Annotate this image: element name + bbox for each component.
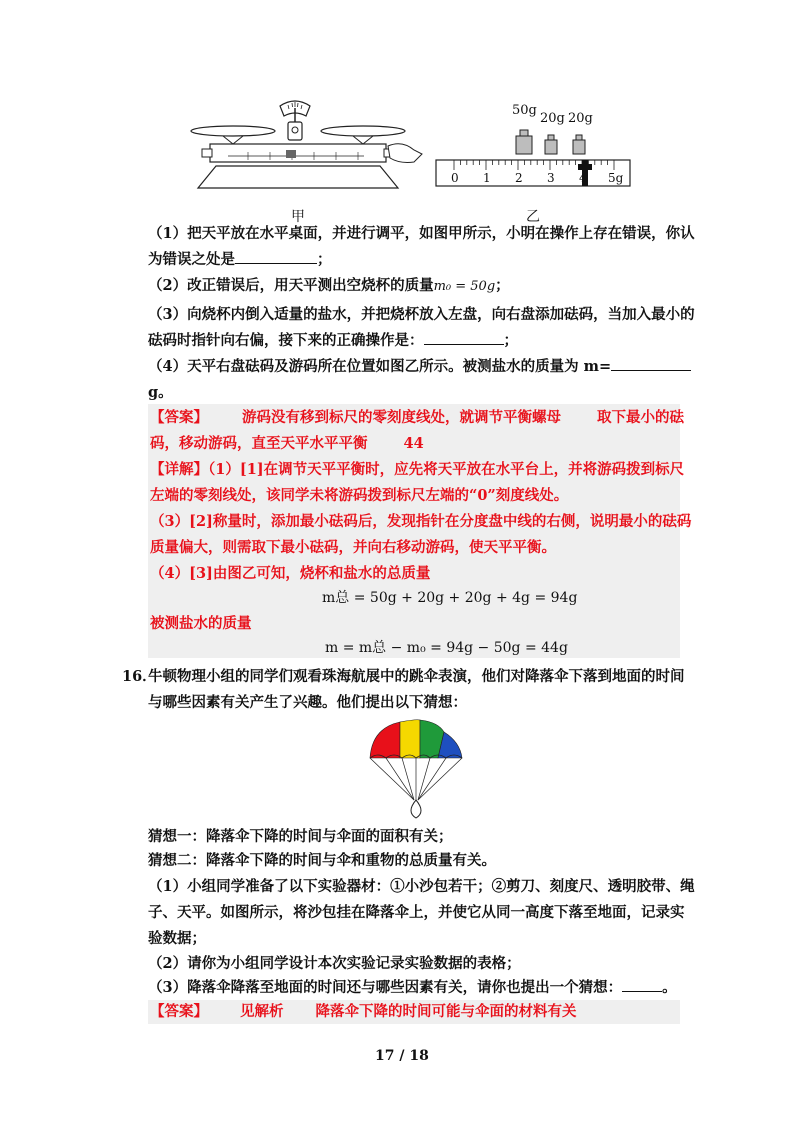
q16-number: 16． xyxy=(122,668,157,685)
q15-part2-formula: m₀ = 50g xyxy=(433,279,496,294)
answer15-a1: 游码没有移到标尺的零刻度线处，就调节平衡螺母 xyxy=(242,409,561,426)
scale-mark-4: 4 xyxy=(579,171,587,185)
formula-total-mass: m总 = 50g + 20g + 20g + 4g = 94g xyxy=(322,590,578,606)
q16-step1-line1: （1）小组同学准备了以下实验器材：①小沙包若干；②剪刀、刻度尺、透明胶带、绳 xyxy=(148,878,695,895)
q16-step2: （2）请你为小组同学设计本次实验记录实验数据的表格； xyxy=(148,955,521,972)
answer16-a2: 降落伞下降的时间可能与伞面的材料有关 xyxy=(315,1003,577,1020)
scale-mark-2: 2 xyxy=(515,171,523,185)
answer15-line1 xyxy=(150,407,684,429)
scale-mark-1: 1 xyxy=(483,171,491,185)
scale-mark-0: 0 xyxy=(451,171,459,185)
q15-part3-line2 xyxy=(148,330,518,352)
q15-part2 xyxy=(148,275,510,298)
answer15-line2 xyxy=(150,433,424,455)
answer16-a1: 见解析 xyxy=(240,1003,284,1020)
q15-part3-line1: （3）向烧杯内倒入适量的盐水，并把烧杯放入左盘，向右盘添加砝码，当加入最小的 xyxy=(148,306,695,323)
answer15-a2a: 取下最小的砝 xyxy=(597,409,684,426)
q15-part4-line2: g。 xyxy=(148,384,173,401)
answer15-a2b: 码，移动游码，直至天平水平平衡 xyxy=(150,435,368,452)
q16-step1-line3: 验数据； xyxy=(148,930,206,947)
detail15-line5: （4）[3]由图乙可知，烧杯和盐水的总质量 xyxy=(150,565,431,582)
scale-mark-3: 3 xyxy=(547,171,555,185)
q15-part2-text: （2）改正错误后，用天平测出空烧杯的质量 xyxy=(148,277,434,294)
q16-step3 xyxy=(148,977,677,999)
guess-1: 猜想一：降落伞下降的时间与伞面的面积有关； xyxy=(148,828,453,845)
answer16-tag: 【答案】 xyxy=(150,1003,208,1020)
answer-blank-3[interactable] xyxy=(611,356,691,371)
answer-blank-1[interactable] xyxy=(235,249,317,264)
weight-label-50g: 50g xyxy=(512,103,537,118)
detail15-line2: 左端的零刻线处，该同学未将游码拨到标尺左端的“0”刻度线处。 xyxy=(150,487,569,504)
q15-part1-end: ； xyxy=(317,251,332,268)
weight-label-20g-b: 20g xyxy=(568,111,593,126)
balance-figure xyxy=(188,92,428,202)
q15-part3-end: ； xyxy=(503,332,518,349)
q15-part3-line2-text: 砝码时指针向右偏，接下来的正确操作是： xyxy=(148,332,424,349)
detail15-tag: 【详解】 xyxy=(150,461,208,478)
answer16-line xyxy=(150,1001,577,1023)
q16-step3-text: （3）降落伞降落至地面的时间还与哪些因素有关，请你也提出一个猜想： xyxy=(148,979,623,996)
q16-step1-line2: 子、天平。如图所示，将沙包挂在降落伞上，并使它从同一高度下落至地面，记录实 xyxy=(148,904,685,921)
figure-caption-left: 甲 xyxy=(291,209,305,225)
answer-blank-2[interactable] xyxy=(424,330,504,345)
detail15-line4: 质量偏大，则需取下最小砝码，并向右移动游码，使天平平衡。 xyxy=(150,539,556,556)
detail15-d1a: （1）[1]在调节天平平衡时，应先将天平放在水平台上，并将游码拨到标尺 xyxy=(208,461,685,478)
q16-line1: 牛顿物理小组的同学们观看珠海航展中的跳伞表演，他们对降落伞下落到地面的时间 xyxy=(148,668,685,685)
q16-step3-end: 。 xyxy=(662,979,677,996)
page-number: 17 / 18 xyxy=(375,1048,429,1064)
q15-part4-text: （4）天平右盘砝码及游码所在位置如图乙所示。被测盐水的质量为 m= xyxy=(148,358,612,375)
answer15-a3: 44 xyxy=(403,435,424,452)
guess-2: 猜想二：降落伞下降的时间与伞和重物的总质量有关。 xyxy=(148,852,496,869)
q15-part1-line2 xyxy=(148,249,332,271)
weights-and-scale-figure xyxy=(434,124,634,190)
answer-blank-4[interactable] xyxy=(622,977,662,992)
detail15-line1 xyxy=(150,459,684,481)
q15-part1-line2-text: 为错误之处是 xyxy=(148,251,235,268)
parachute-figure xyxy=(366,718,466,822)
detail15-line3: （3）[2]称量时，添加最小砝码后，发现指针在分度盘中线的右侧，说明最小的砝码 xyxy=(150,513,692,530)
answer15-tag: 【答案】 xyxy=(150,409,208,426)
figure-caption-right: 乙 xyxy=(526,209,540,225)
weight-label-20g-a: 20g xyxy=(540,111,565,126)
q15-part4-line1 xyxy=(148,356,691,378)
q15-part2-end: ； xyxy=(495,277,510,294)
q16-line2: 与哪些因素有关产生了兴趣。他们提出以下猜想： xyxy=(148,694,467,711)
q15-part1-line1: （1）把天平放在水平桌面，并进行调平，如图甲所示，小明在操作上存在错误，你认 xyxy=(148,225,695,242)
scale-mark-5g: 5g xyxy=(608,171,624,185)
formula-salt-water-mass: m = m总 − m₀ = 94g − 50g = 44g xyxy=(325,640,568,656)
detail15-line6: 被测盐水的质量 xyxy=(150,615,252,632)
